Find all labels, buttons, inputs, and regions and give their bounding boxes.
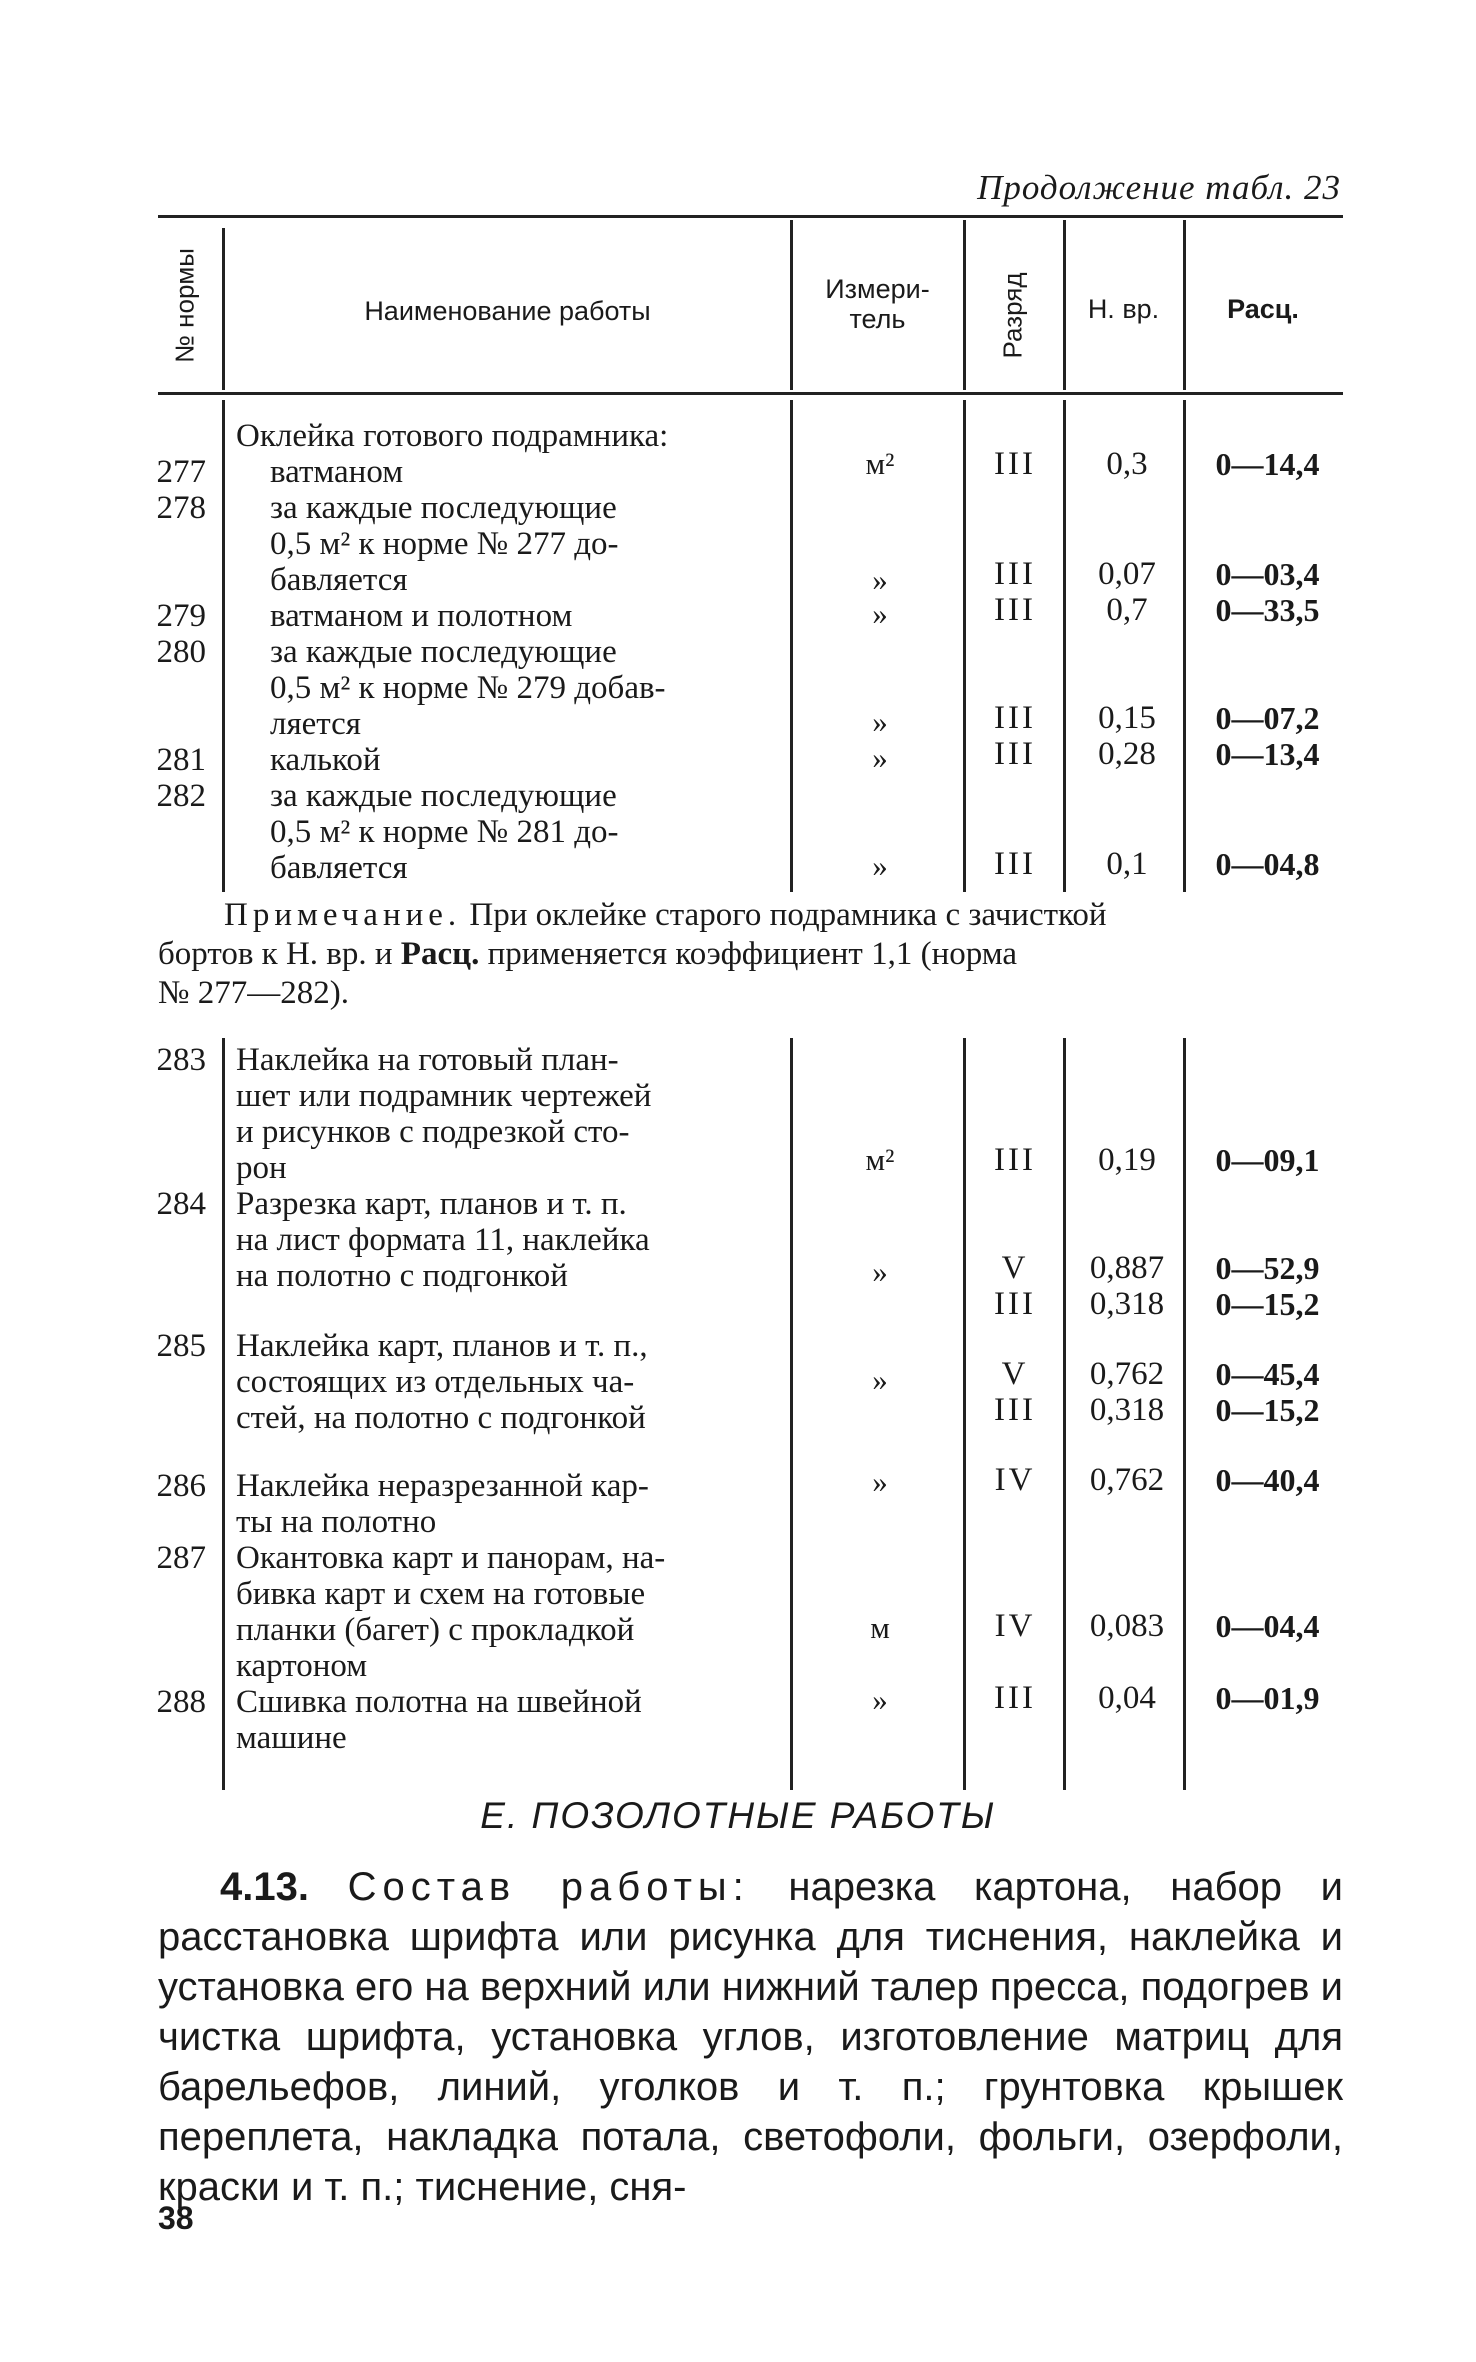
- row-grade: III: [994, 1392, 1036, 1428]
- row-description: Окантовка карт и панорам, на-: [236, 1540, 666, 1576]
- row-description: калькой: [270, 742, 381, 778]
- row-grade: III: [994, 446, 1036, 482]
- note-label: Примечание.: [224, 897, 462, 933]
- note-text: № 277—282).: [158, 975, 349, 1011]
- row-hvr: 0,887: [1089, 1250, 1165, 1286]
- row-description: бавляется: [270, 562, 408, 598]
- row-description: ватманом и полотном: [270, 598, 573, 634]
- row-description: планки (багет) с прокладкой: [236, 1612, 635, 1648]
- paragraph-text: нарезка картона, набор и расстановка шрифта или рисунка для тиснения, наклейка и установка его на верхний или нижний талер пресса, подогрев и чистка шрифта, установка углов, изготовление матриц для барельефов, линий, уголков и т. п.; грунтовка крышек переплета, накладка потала, светофоли, фольги, озерфоли, краски и т. п.; тиснение, сня-: [158, 1865, 1343, 2209]
- row-rate: 0—52,9: [1215, 1250, 1320, 1286]
- row-rate: 0—04,8: [1215, 846, 1320, 882]
- row-number: 281: [156, 742, 206, 778]
- row-unit: »: [872, 562, 888, 597]
- row-grade: III: [994, 846, 1036, 882]
- row-number: 279: [156, 598, 206, 634]
- row-unit: м²: [865, 446, 895, 481]
- row-description: за каждые последующие: [270, 634, 617, 670]
- row-grade: V: [1001, 1250, 1029, 1286]
- row-unit: »: [872, 1254, 888, 1289]
- row-description: за каждые последующие: [270, 490, 617, 526]
- row-rate: 0—04,4: [1215, 1608, 1320, 1644]
- row-description: картоном: [236, 1648, 368, 1684]
- row-rate: 0—01,9: [1215, 1680, 1320, 1716]
- row-number: 283: [156, 1042, 206, 1078]
- row-unit: »: [872, 848, 888, 883]
- header-hvr: Н. вр.: [1087, 294, 1160, 324]
- row-description: бивка карт и схем на готовые: [236, 1576, 646, 1612]
- header-unit: Измери- тель: [825, 274, 930, 334]
- row-hvr: 0,15: [1098, 700, 1156, 736]
- row-number: 280: [156, 634, 206, 670]
- row-number: 287: [156, 1540, 206, 1576]
- note-text: бортов к Н. вр. и: [158, 936, 401, 972]
- row-description: рон: [236, 1150, 287, 1186]
- table-continuation-title: Продолжение табл. 23: [977, 168, 1341, 207]
- row-description: шет или подрамник чертежей: [236, 1078, 652, 1114]
- row-hvr: 0,28: [1098, 736, 1156, 772]
- paragraph-number: 4.13.: [220, 1865, 309, 1909]
- row-description: Сшивка полотна на швейной: [236, 1684, 642, 1720]
- body-paragraph: [158, 1862, 1343, 2212]
- row-rate: 0—15,2: [1215, 1286, 1320, 1322]
- column-divider: [222, 1038, 225, 1790]
- row-description: 0,5 м² к норме № 281 до-: [270, 814, 619, 850]
- row-grade: III: [994, 556, 1036, 592]
- row-rate: 0—13,4: [1215, 736, 1320, 772]
- row-grade: IV: [994, 1608, 1036, 1644]
- row-hvr: 0,318: [1089, 1286, 1165, 1322]
- row-grade: III: [994, 1680, 1036, 1716]
- row-hvr: 0,762: [1089, 1462, 1165, 1498]
- row-description: ляется: [270, 706, 361, 742]
- row-grade: V: [1001, 1356, 1029, 1392]
- row-hvr: 0,318: [1089, 1392, 1165, 1428]
- row-unit: »: [872, 596, 888, 631]
- row-description: на лист формата 11, наклейка: [236, 1222, 650, 1258]
- row-hvr: 0,1: [1106, 846, 1148, 882]
- row-grade: III: [994, 736, 1036, 772]
- row-description: за каждые последующие: [270, 778, 617, 814]
- table-top-rule: [158, 215, 1343, 218]
- row-description: на полотно с подгонкой: [236, 1258, 568, 1294]
- header-name: Наименование работы: [364, 296, 651, 326]
- table-note: [158, 896, 1343, 1013]
- row-number: 285: [156, 1328, 206, 1364]
- row-grade: III: [994, 1286, 1036, 1322]
- note-text: При оклейке старого подрамника с зачисткой: [461, 897, 1107, 933]
- column-divider: [1183, 1038, 1186, 1790]
- row-description: 0,5 м² к норме № 277 до-: [270, 526, 619, 562]
- table-header-rule: [158, 392, 1343, 395]
- header-rate: Расц.: [1227, 294, 1299, 324]
- row-description: и рисунков с подрезкой сто-: [236, 1114, 630, 1150]
- row-rate: 0—03,4: [1215, 556, 1320, 592]
- row-grade: III: [994, 700, 1036, 736]
- header-divider: [222, 228, 225, 390]
- row-description: состоящих из отдельных ча-: [236, 1364, 635, 1400]
- row-description: 0,5 м² к норме № 279 добав-: [270, 670, 666, 706]
- row-hvr: 0,3: [1106, 446, 1148, 482]
- row-unit: »: [872, 1362, 888, 1397]
- paragraph-lead-term: Состав работы:: [347, 1865, 750, 1909]
- row-number: 284: [156, 1186, 206, 1222]
- row-rate: 0—14,4: [1215, 446, 1320, 482]
- header-divider: [790, 220, 793, 390]
- row-description: ватманом: [270, 454, 404, 490]
- row-grade: IV: [994, 1462, 1036, 1498]
- row-hvr: 0,07: [1098, 556, 1156, 592]
- row-unit: м: [870, 1610, 890, 1645]
- section-title: Е. ПОЗОЛОТНЫЕ РАБОТЫ: [480, 1795, 996, 1836]
- row-hvr: 0,083: [1089, 1608, 1165, 1644]
- row-rate: 0—33,5: [1215, 592, 1320, 628]
- row-hvr: 0,19: [1098, 1142, 1156, 1178]
- header-divider: [963, 220, 966, 390]
- row-number: 286: [156, 1468, 206, 1504]
- row-description: Наклейка неразрезанной кар-: [236, 1468, 649, 1504]
- row-number: 288: [156, 1684, 206, 1720]
- row-unit: м²: [865, 1142, 895, 1177]
- row-unit: »: [872, 740, 888, 775]
- header-num: № нормы: [169, 248, 200, 363]
- row-description: Разрезка карт, планов и т. п.: [236, 1186, 627, 1222]
- row-grade: III: [994, 1142, 1036, 1178]
- row-unit: »: [872, 1464, 888, 1499]
- row-hvr: 0,762: [1089, 1356, 1165, 1392]
- row-unit: »: [872, 1682, 888, 1717]
- row-number: 277: [156, 454, 206, 490]
- row-description: бавляется: [270, 850, 408, 886]
- note-bold-term: Расц.: [400, 936, 480, 972]
- group-title: Оклейка готового подрамника:: [236, 418, 669, 454]
- row-hvr: 0,7: [1106, 592, 1148, 628]
- row-rate: 0—45,4: [1215, 1356, 1320, 1392]
- row-hvr: 0,04: [1098, 1680, 1156, 1716]
- row-description: машине: [236, 1720, 347, 1756]
- row-unit: »: [872, 704, 888, 739]
- header-grade: Разряд: [997, 272, 1028, 359]
- row-description: стей, на полотно с подгонкой: [236, 1400, 646, 1436]
- column-divider: [1183, 400, 1186, 892]
- row-rate: 0—40,4: [1215, 1462, 1320, 1498]
- note-text: применяется коэффициент 1,1 (норма: [479, 936, 1018, 972]
- row-rate: 0—09,1: [1215, 1142, 1320, 1178]
- column-divider: [222, 400, 225, 892]
- row-number: 278: [156, 490, 206, 526]
- header-divider: [1183, 220, 1186, 390]
- row-description: Наклейка карт, планов и т. п.,: [236, 1328, 648, 1364]
- row-number: 282: [156, 778, 206, 814]
- row-description: ты на полотно: [236, 1504, 437, 1540]
- row-rate: 0—15,2: [1215, 1392, 1320, 1428]
- row-rate: 0—07,2: [1215, 700, 1320, 736]
- row-grade: III: [994, 592, 1036, 628]
- row-description: Наклейка на готовый план-: [236, 1042, 619, 1078]
- page-number: 38: [158, 2200, 194, 2236]
